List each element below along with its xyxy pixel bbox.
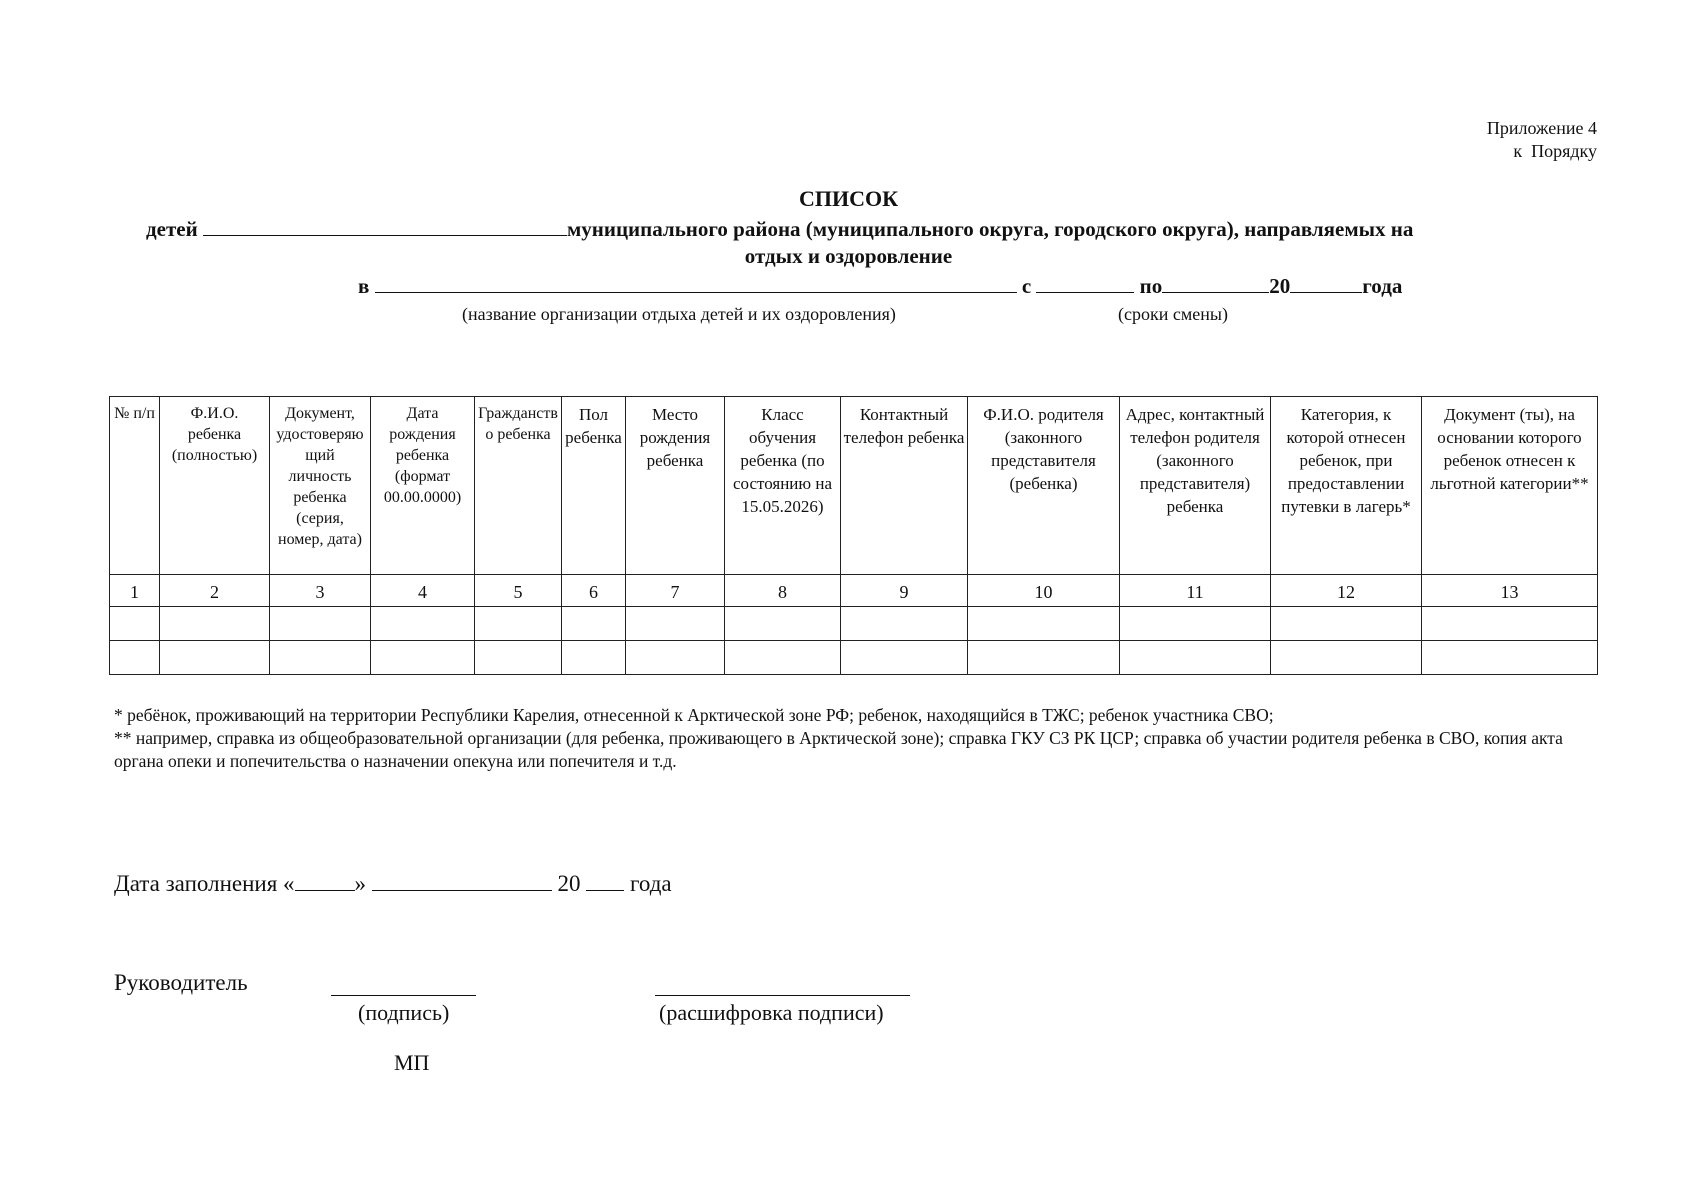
to-label: по	[1139, 274, 1163, 298]
header-cell: Документ, удостоверяющий личность ребенка (серия, номер, дата)	[270, 397, 371, 575]
table-cell[interactable]	[968, 641, 1120, 675]
subtitle-line-1	[146, 215, 1413, 242]
table-cell[interactable]	[968, 607, 1120, 641]
table-cell[interactable]	[475, 641, 562, 675]
signature-decode-line[interactable]	[655, 995, 910, 996]
table-cell[interactable]	[725, 641, 841, 675]
table-row	[110, 607, 1598, 641]
table-cell[interactable]	[1271, 641, 1422, 675]
table-cell[interactable]	[1120, 607, 1271, 641]
fill-date-line	[114, 868, 672, 897]
column-number: 6	[562, 575, 626, 607]
document-title: СПИСОК	[798, 186, 899, 211]
header-cell: Документ (ты), на основании которого ребенок отнесен к льготной категории**	[1422, 397, 1598, 575]
table-cell[interactable]	[1120, 641, 1271, 675]
end-date-blank[interactable]	[1162, 272, 1269, 293]
table-number-row	[110, 575, 1598, 607]
header-cell: Место рождения ребенка	[626, 397, 725, 575]
caption-signature-decode: (расшифровка подписи)	[659, 1000, 884, 1025]
fill-date-year-prefix: 20	[557, 871, 581, 896]
header-cell: Ф.И.О. родителя (законного представителя (ребенка)	[968, 397, 1120, 575]
head-label: Руководитель	[114, 970, 248, 995]
column-number: 10	[968, 575, 1120, 607]
column-number: 13	[1422, 575, 1598, 607]
column-number: 12	[1271, 575, 1422, 607]
stamp-place: МП	[394, 1050, 430, 1075]
fill-date-year-word: года	[630, 871, 672, 896]
table-cell[interactable]	[371, 641, 475, 675]
subtitle-line-2: отдых и оздоровление	[744, 244, 953, 268]
footnote-1: * ребёнок, проживающий на территории Республики Карелия, отнесенной к Арктической зоне РФ; ребенок, находящийся в ТЖС; ребенок участника СВО;	[114, 705, 1274, 725]
month-blank[interactable]	[372, 868, 552, 891]
column-number: 4	[371, 575, 475, 607]
fill-date-close-quote: »	[354, 871, 367, 896]
table-cell[interactable]	[110, 641, 160, 675]
column-number: 3	[270, 575, 371, 607]
fill-date-label: Дата заполнения «	[114, 871, 295, 896]
table-cell[interactable]	[110, 607, 160, 641]
header-cell: Ф.И.О. ребенка (полностью)	[160, 397, 270, 575]
period-line	[358, 272, 1402, 299]
column-number: 5	[475, 575, 562, 607]
year-prefix: 20	[1269, 274, 1291, 298]
header-cell: Категория, к которой отнесен ребенок, при предоставлении путевки в лагерь*	[1271, 397, 1422, 575]
table-cell[interactable]	[160, 641, 270, 675]
table-cell[interactable]	[626, 641, 725, 675]
table-cell[interactable]	[270, 607, 371, 641]
table-cell[interactable]	[841, 641, 968, 675]
appendix-line-2: к Порядку	[1513, 141, 1597, 161]
table-cell[interactable]	[160, 607, 270, 641]
column-number: 9	[841, 575, 968, 607]
table-cell[interactable]	[725, 607, 841, 641]
table-row	[110, 641, 1598, 675]
header-cell: Класс обучения ребенка (по состоянию на 15.05.2026)	[725, 397, 841, 575]
year-word: года	[1362, 274, 1403, 298]
from-label: с	[1021, 274, 1032, 298]
table-header-row	[110, 397, 1598, 575]
column-number: 1	[110, 575, 160, 607]
municipality-blank[interactable]	[203, 215, 567, 236]
header-cell: № п/п	[110, 397, 160, 575]
column-number: 11	[1120, 575, 1271, 607]
caption-organization: (название организации отдыха детей и их оздоровления)	[462, 304, 896, 324]
table-cell[interactable]	[626, 607, 725, 641]
header-cell: Дата рождения ребенка (формат 00.00.0000)	[371, 397, 475, 575]
caption-signature: (подпись)	[358, 1000, 450, 1025]
organization-blank[interactable]	[375, 272, 1017, 293]
table-cell[interactable]	[270, 641, 371, 675]
caption-term: (сроки смены)	[1118, 304, 1228, 324]
fill-year-blank[interactable]	[586, 868, 624, 891]
table-cell[interactable]	[371, 607, 475, 641]
appendix-line-1: Приложение 4	[1486, 118, 1597, 138]
table-cell[interactable]	[562, 607, 626, 641]
year-blank[interactable]	[1290, 272, 1362, 293]
header-cell: Адрес, контактный телефон родителя (законного представителя) ребенка	[1120, 397, 1271, 575]
footnote-2: ** например, справка из общеобразовательной организации (для ребенка, проживающего в Арктической зоне); справка ГКУ СЗ РК ЦСР; справка об участии родителя ребенка в СВО, копия акта органа опеки и попечительства о назначении опекуна или попечителя и т.д.	[114, 728, 1563, 771]
column-number: 7	[626, 575, 725, 607]
subtitle-prefix: детей	[146, 217, 198, 241]
column-number: 8	[725, 575, 841, 607]
table-cell[interactable]	[1422, 641, 1598, 675]
start-date-blank[interactable]	[1036, 272, 1134, 293]
subtitle-suffix: муниципального района (муниципального округа, городского округа), направляемых на	[566, 217, 1414, 241]
day-blank[interactable]	[295, 868, 355, 891]
table-cell[interactable]	[1271, 607, 1422, 641]
table-cell[interactable]	[1422, 607, 1598, 641]
appendix-note	[1487, 117, 1597, 163]
in-label: в	[358, 274, 370, 298]
header-cell: Пол ребенка	[562, 397, 626, 575]
column-number: 2	[160, 575, 270, 607]
table-cell[interactable]	[562, 641, 626, 675]
children-list-table	[109, 396, 1598, 675]
footnotes	[114, 704, 1614, 773]
table-cell[interactable]	[841, 607, 968, 641]
header-cell: Гражданство ребенка	[475, 397, 562, 575]
signature-line[interactable]	[331, 995, 476, 996]
table-cell[interactable]	[475, 607, 562, 641]
header-cell: Контактный телефон ребенка	[841, 397, 968, 575]
